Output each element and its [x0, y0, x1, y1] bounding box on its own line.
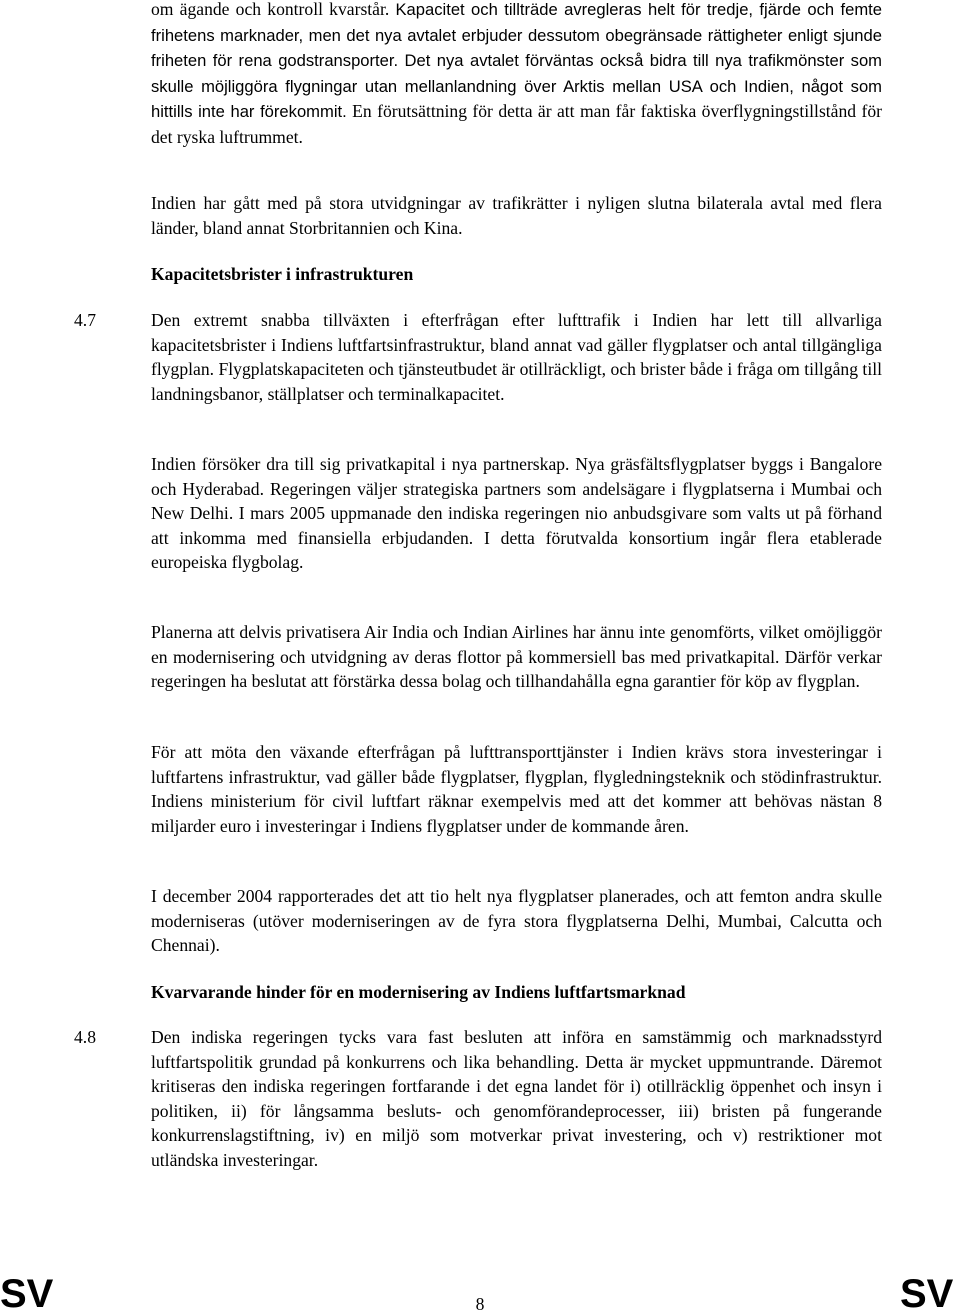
- paragraph-text-serif: En förutsättning för detta är att man får faktiska överflygningstillstånd för det ryska luftrummet.: [151, 101, 883, 147]
- language-code-right: SV: [900, 1272, 954, 1316]
- paragraph-private-capital: Indien försöker dra till sig privatkapital i nya partnerskap. Nya gräsfältsflygplatser byggs i Bangalore och Hyderabad. Regeringen väljer strategiska partners som andelsägare i flygplatserna i Mumbai och New Delhi. I mars 2005 uppmanade den indiska regeringen nio anbudsgivare som valts ut på förhand att inkomma med finansiella erbjudanden. I detta förutvalda konsortium ingår flera etablerade europeiska flygbolag.: [151, 454, 882, 572]
- paragraph-air-agreement: [151, 0, 882, 149]
- paragraph-investments: För att möta den växande efterfrågan på lufttransporttjänster i Indien krävs stora investeringar i luftfartens infrastruktur, vad gäller både flygplatser, flygplan, flygledningsteknik och stödinfrastruktur. Indiens ministerium för civil luftfart räknar exempelvis med att det kommer att behövas nästan 8 miljarder euro i investeringar i Indiens flygplatser under de kommande åren.: [151, 742, 882, 836]
- page-number: 8: [475, 1294, 485, 1314]
- paragraph-number-4-8: 4.8: [74, 1027, 96, 1047]
- section-heading-capacity: Kapacitetsbrister i infrastrukturen: [151, 264, 414, 284]
- paragraph-4-8: Den indiska regeringen tycks vara fast besluten att införa en samstämmig och marknadsstyrd luftfartspolitik grundad på konkurrens och lika behandling. Detta är mycket uppmuntrande. Däremot kritiseras den indiska regeringen fortfarande i det egna landet för i) otillräcklig öppenhet och insyn i politiken, ii) för långsamma besluts- och genomförandeprocesser, iii) bristen på fungerande konkurrenslagstiftning, iv) en miljö som motverkar privat investering, och v) restriktioner mot utländska investeringar.: [151, 1027, 882, 1170]
- section-heading-remaining-obstacles: Kvarvarande hinder för en modernisering av Indiens luftfartsmarknad: [151, 982, 686, 1002]
- language-code-left: SV: [0, 1272, 54, 1316]
- paragraph-4-7: Den extremt snabba tillväxten i efterfrågan efter lufttrafik i Indien har lett till allvarliga kapacitetsbrister i Indiens luftfartsinfrastruktur, bland annat vad gäller flygplatser och antal tillgängliga flygplan. Flygplatskapaciteten och tjänsteutbudet är otillräckligt, och brister både i fråga om tillgång till landningsbanor, ställplatser och terminalkapacitet.: [151, 310, 882, 404]
- paragraph-bilateral-agreements: Indien har gått med på stora utvidgningar av trafikrätter i nyligen slutna bilaterala avtal med flera länder, bland annat Storbritannien och Kina.: [151, 193, 882, 238]
- paragraph-number-4-7: 4.7: [74, 310, 96, 330]
- paragraph-text-sans: Kapacitet och tillträde avregleras helt för tredje, fjärde och femte frihetens marknader, men det nya avtalet erbjuder dessutom obegränsade rättigheter enligt sjunde friheten för rena godstransporter. Det nya avtalet förväntas också bidra till nya trafikmönster som skulle möjliggöra flygningar utan mellanlandning över Arktis mellan USA och Indien, något som hittills inte har förekommit.: [151, 0, 883, 121]
- paragraph-new-airports: I december 2004 rapporterades det att tio helt nya flygplatser planerades, och att femton andra skulle moderniseras (utöver moderniseringen av de fyra stora flygplatserna Delhi, Mumbai, Calcutta och Chennai).: [151, 886, 882, 955]
- paragraph-text-serif: om ägande och kontroll kvarstår.: [151, 0, 396, 19]
- paragraph-privatisation: Planerna att delvis privatisera Air India och Indian Airlines har ännu inte genomförts, vilket omöjliggör en modernisering och utvidgning av deras flottor på kommersiell bas med privatkapital. Därför verkar regeringen ha beslutat att förstärka dessa bolag och tillhandahålla egna garantier för köp av flygplan.: [151, 622, 882, 691]
